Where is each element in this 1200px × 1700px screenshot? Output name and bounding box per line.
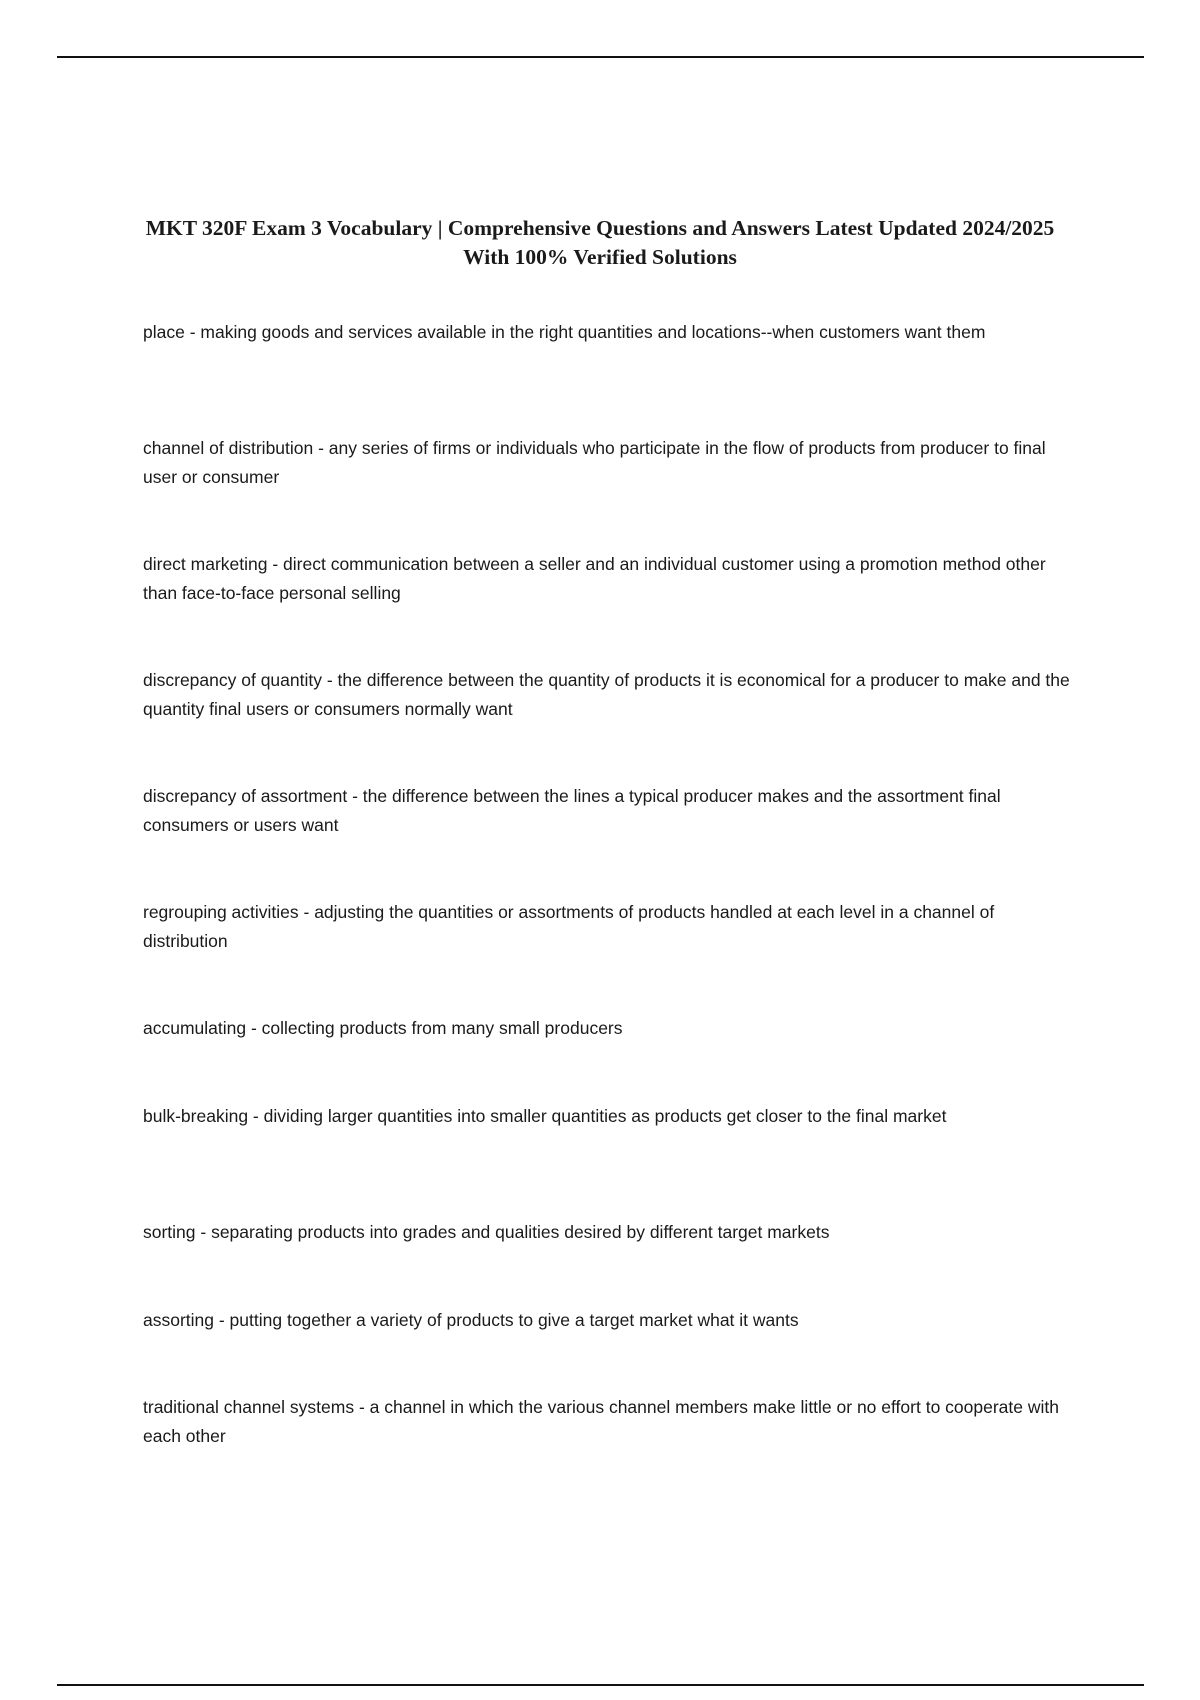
vocab-entry: place - making goods and services available in the right quantities and locations--when customers want them — [143, 322, 986, 342]
vocab-entry: regrouping activities - adjusting the quantities or assortments of products handled at each level in a channel of distribution — [143, 902, 995, 951]
document-title: MKT 320F Exam 3 Vocabulary | Comprehensive Questions and Answers Latest Updated 2024/2025 With 100% Verified Solutions — [145, 216, 1055, 269]
vocab-entry: discrepancy of quantity - the difference between the quantity of products it is economical for a producer to make and the quantity final users or consumers normally want — [143, 670, 1070, 719]
vocab-entry: accumulating - collecting products from many small producers — [143, 1018, 623, 1038]
vocab-entry: discrepancy of assortment - the difference between the lines a typical producer makes and the assortment final consumers or users want — [143, 786, 1001, 835]
vocab-entry: traditional channel systems - a channel in which the various channel members make little or no effort to cooperate with each other — [143, 1397, 1059, 1446]
vocab-entry: direct marketing - direct communication between a seller and an individual customer using a promotion method other than face-to-face personal selling — [143, 554, 1046, 603]
header-rule — [57, 56, 1144, 58]
vocab-entry: bulk-breaking - dividing larger quantities into smaller quantities as products get closer to the final market — [143, 1106, 947, 1126]
vocab-entry: channel of distribution - any series of firms or individuals who participate in the flow of products from producer to final user or consumer — [143, 438, 1046, 487]
footer-rule — [57, 1684, 1144, 1686]
vocab-entry: sorting - separating products into grades and qualities desired by different target markets — [143, 1222, 830, 1242]
vocab-entry: assorting - putting together a variety of products to give a target market what it wants — [143, 1310, 799, 1330]
